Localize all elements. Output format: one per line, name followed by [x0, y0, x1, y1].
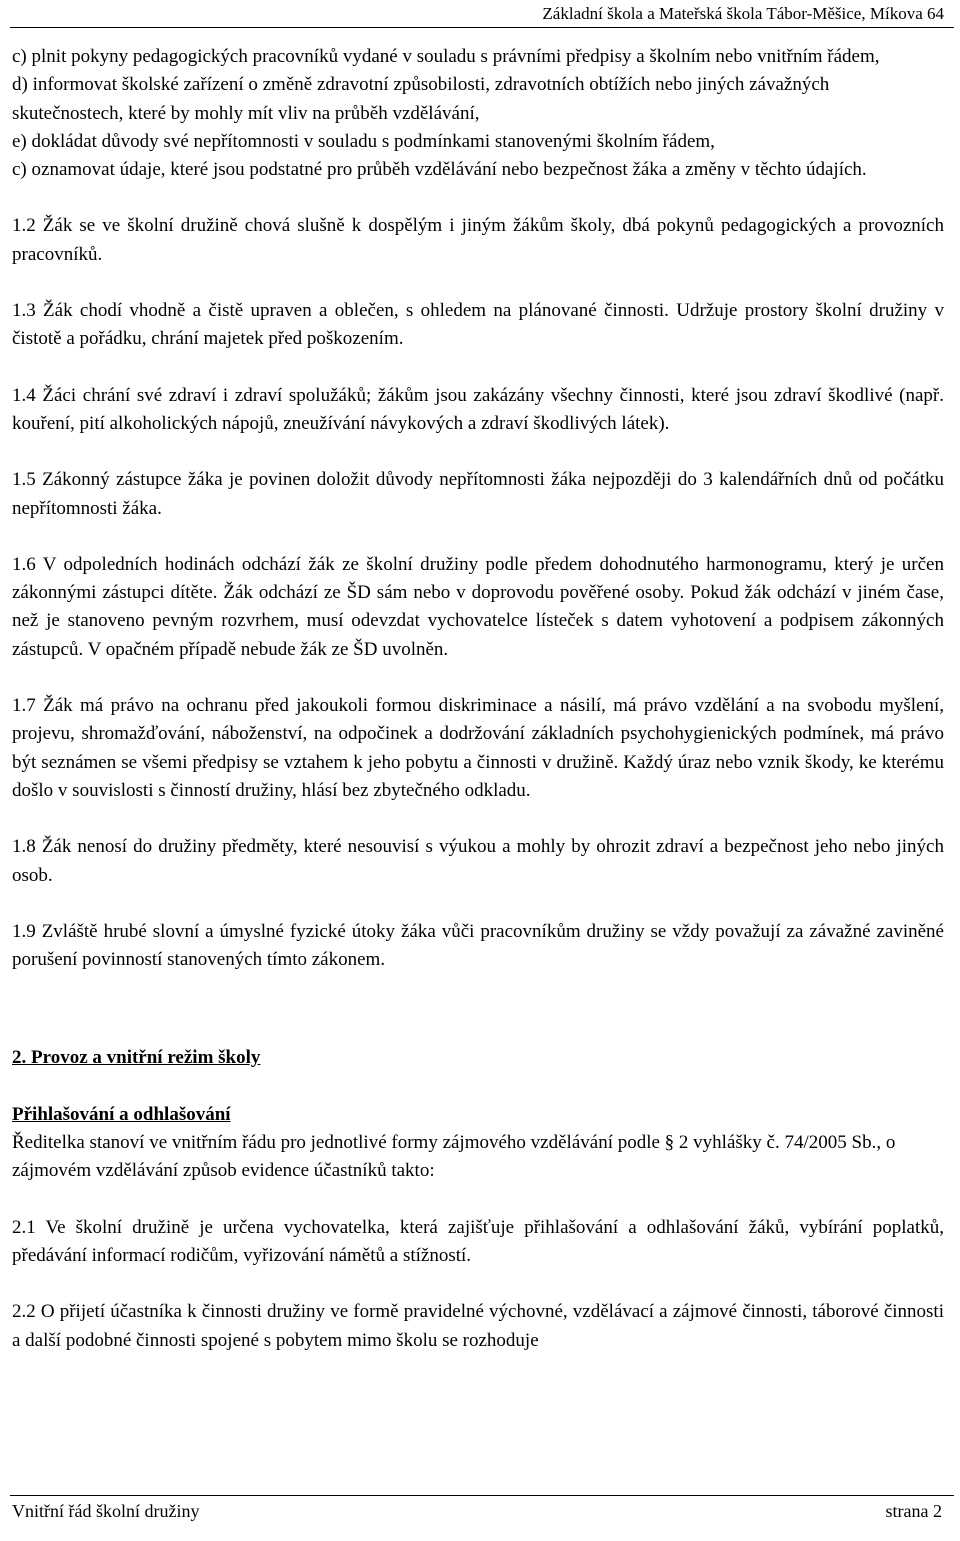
paragraph-1-8: 1.8 Žák nenosí do družiny předměty, které nesouvisí s výukou a mohly by ohrozit zdraví a bezpečnost jeho nebo jiných osob. — [12, 836, 944, 886]
section-2-heading: 2. Provoz a vnitřní režim školy — [12, 1047, 261, 1069]
paragraph-2-1: 2.1 Ve školní družině je určena vychovatelka, která zajišťuje přihlašování a odhlašování žáků, vybírání poplatků, předávání informací rodičům, vyřizování námětů a stížností. — [12, 1216, 944, 1266]
section-2-intro: Ředitelka stanoví ve vnitřním řádu pro jednotlivé formy zájmového vzdělávání podle § 2 vyhlášky č. 74/2005 Sb., o zájmovém vzdělávání způsob evidence účastníků takto: — [12, 1132, 896, 1182]
paragraph-1-7: 1.7 Žák má právo na ochranu před jakoukoli formou diskriminace a násilí, má právo vzdělání a na svobodu myšlení, projevu, shromažďování, náboženství, na odpočinek a dodržování základních psychohygienických podmínek, má právo být seznámen se všemi předpisy se vztahem k jeho pobytu a činnosti v družině. Každý úraz nebo vznik škody, ke kterému došlo v souvislosti s činností družiny, hlásí bez zbytečného odkladu. — [12, 695, 944, 801]
list-item-d-informovat: d) informovat školské zařízení o změně zdravotní způsobilosti, zdravotních obtížích nebo jiných závažných skutečnostech, které by mohly mít vliv na průběh vzdělávání, — [12, 74, 830, 124]
paragraph-1-5: 1.5 Zákonný zástupce žáka je povinen doložit důvody nepřítomnosti žáka nejpozději do 3 kalendářních dnů od počátku nepřítomnosti žáka. — [12, 469, 944, 519]
footer-divider — [10, 1495, 954, 1496]
paragraph-1-9: 1.9 Zvláště hrubé slovní a úmyslné fyzické útoky žáka vůči pracovníkům družiny se vždy považují za závažné zaviněné porušení povinností stanovených tímto zákonem. — [12, 920, 944, 971]
document-body — [12, 43, 944, 1355]
footer-document-title: Vnitřní řád školní družiny — [12, 1501, 200, 1521]
subheading-prihlasovani: Přihlašování a odhlašování — [12, 1103, 231, 1125]
paragraph-2-2: 2.2 O přijetí účastníka k činnosti družiny ve formě pravidelné výchovné, vzdělávací a zájmové činnosti, táborové činnosti a další podobné činnosti spojené s pobytem mimo školu se rozhoduje — [12, 1301, 944, 1351]
list-item-c-oznamovat: c) oznamovat údaje, které jsou podstatné pro průběh vzdělávání nebo bezpečnost žáka a změny v těchto údajích. — [12, 159, 867, 181]
paragraph-1-4: 1.4 Žáci chrání své zdraví i zdraví spolužáků; žákům jsou zakázány všechny činnosti, které jsou zdraví škodlivé (např. kouření, pití alkoholických nápojů, zneužívání návykových a zdraví škodlivých látek). — [12, 384, 944, 434]
list-item-e-dokladat: e) dokládat důvody své nepřítomnosti v souladu s podmínkami stanovenými školním řádem, — [12, 130, 715, 152]
paragraph-1-6: 1.6 V odpoledních hodinách odchází žák ze školní družiny podle předem dohodnutého harmonogramu, který je určen zákonnými zástupci dítěte. Žák odchází ze ŠD sám nebo v doprovodu pověřené osoby. Pokud žák odchází v jiném čase, než je stanoveno pevným rozvrhem, musí odevzdat vychovatelce lísteček s datem vyhotovení a podpisem zákonných zástupců. V opačném případě nebude žák ze ŠD uvolněn. — [12, 553, 944, 660]
footer-page-number: strana 2 — [885, 1501, 942, 1521]
paragraph-1-2: 1.2 Žák se ve školní družině chová slušně k dospělým i jiným žákům školy, dbá pokynů pedagogických a provozních pracovníků. — [12, 215, 944, 265]
header-divider — [10, 27, 954, 28]
page-footer — [12, 1499, 942, 1523]
page-header: Základní škola a Mateřská škola Tábor-Měšice, Míkova 64 — [542, 4, 944, 23]
paragraph-1-3: 1.3 Žák chodí vhodně a čistě upraven a oblečen, s ohledem na plánované činnosti. Udržuje prostory školní družiny v čistotě a pořádku, chrání majetek před poškozením. — [12, 300, 944, 350]
list-item-c-pokyny: c) plnit pokyny pedagogických pracovníků vydané v souladu s právními předpisy a školním nebo vnitřním řádem, — [12, 46, 880, 67]
